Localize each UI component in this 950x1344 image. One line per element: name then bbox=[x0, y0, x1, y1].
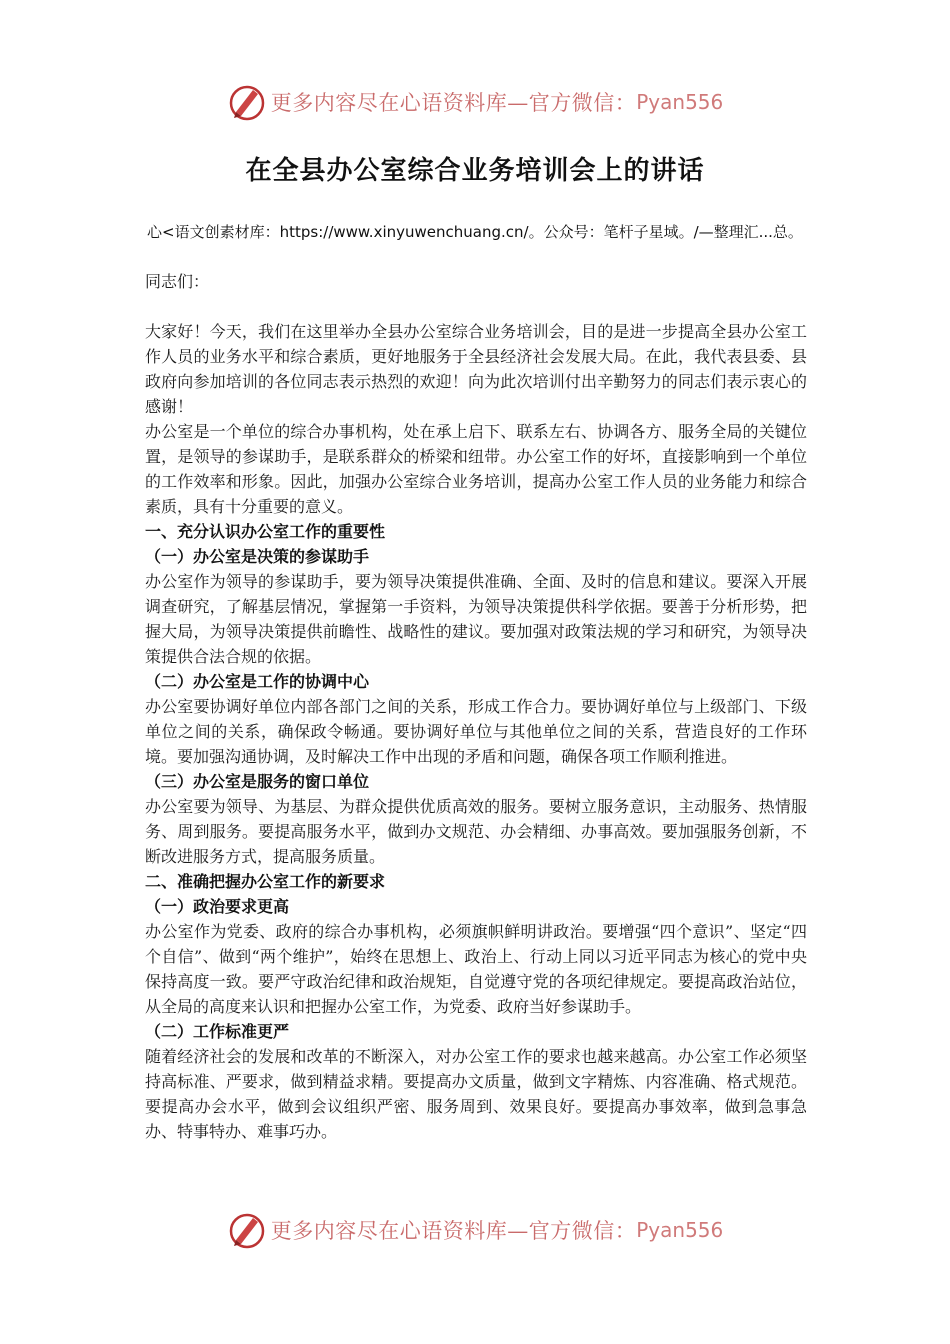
top-banner bbox=[0, 80, 950, 124]
subsection-text-2-2: 随着经济社会的发展和改革的不断深入，对办公室工作的要求也越来越高。办公室工作必须坚持高标准、严要求，做到精益求精。要提高办文质量，做到文字精炼、内容准确、格式规范。要提高办会水平，做到会议组织严密、服务周到、效果良好。要提高办事效率，做到急事急办、特事特办、难事巧办。 bbox=[145, 1047, 807, 1141]
banner-text: 更多内容尽在心语资料库—官方微信： bbox=[270, 1219, 637, 1243]
greeting: 同志们： bbox=[145, 272, 210, 291]
paragraph-gap bbox=[145, 294, 807, 319]
document-body bbox=[145, 269, 807, 1144]
subsection-heading-2-1: （一）政治要求更高 bbox=[145, 897, 290, 916]
subsection-text-1-1: 办公室作为领导的参谋助手，要为领导决策提供准确、全面、及时的信息和建议。要深入开展调查研究，了解基层情况，掌握第一手资料，为领导决策提供科学依据。要善于分析形势，把握大局，为领导决策提供前瞻性、战略性的建议。要加强对政策法规的学习和研究，为领导决策提供合法合规的依据。 bbox=[145, 572, 807, 666]
subsection-heading-2-2: （二）工作标准更严 bbox=[145, 1022, 290, 1041]
banner-text: 更多内容尽在心语资料库—官方微信： bbox=[270, 91, 637, 115]
subsection-text-1-2: 办公室要协调好单位内部各部门之间的关系，形成工作合力。要协调好单位与上级部门、下级单位之间的关系，确保政令畅通。要协调好单位与其他单位之间的关系，营造良好的工作环境。要加强沟通协调，及时解决工作中出现的矛盾和问题，确保各项工作顺利推进。 bbox=[145, 697, 807, 766]
source-note: 心<语文创素材库：https://www.xinyuwenchuang.cn/。公众号：笔杆子星域。/—整理汇...总。 bbox=[147, 223, 803, 241]
pen-logo-icon bbox=[227, 82, 267, 122]
banner-wechat-id: Pyan556 bbox=[636, 1218, 724, 1242]
bottom-banner bbox=[0, 1208, 950, 1252]
document-title: 在全县办公室综合业务培训会上的讲话 bbox=[245, 156, 705, 186]
banner-wechat-id: Pyan556 bbox=[636, 90, 724, 114]
section-heading-1: 一、充分认识办公室工作的重要性 bbox=[145, 522, 386, 541]
subsection-text-2-1: 办公室作为党委、政府的综合办事机构，必须旗帜鲜明讲政治。要增强“四个意识”、坚定“四个自信”、做到“两个维护”，始终在思想上、政治上、行动上同以习近平同志为核心的党中央保持高度一致。要严守政治纪律和政治规矩，自觉遵守党的各项纪律规定。要提高政治站位，从全局的高度来认识和把握办公室工作，为党委、政府当好参谋助手。 bbox=[145, 922, 807, 1016]
subsection-heading-1-2: （二）办公室是工作的协调中心 bbox=[145, 672, 370, 691]
subsection-heading-1-1: （一）办公室是决策的参谋助手 bbox=[145, 547, 370, 566]
intro-paragraph-1: 大家好！今天，我们在这里举办全县办公室综合业务培训会，目的是进一步提高全县办公室工作人员的业务水平和综合素质，更好地服务于全县经济社会发展大局。在此，我代表县委、县政府向参加培训的各位同志表示热烈的欢迎！向为此次培训付出辛勤努力的同志们表示衷心的感谢！ bbox=[145, 322, 807, 416]
section-heading-2: 二、准确把握办公室工作的新要求 bbox=[145, 872, 386, 891]
intro-paragraph-2: 办公室是一个单位的综合办事机构，处在承上启下、联系左右、协调各方、服务全局的关键位置，是领导的参谋助手，是联系群众的桥梁和纽带。办公室工作的好坏，直接影响到一个单位的工作效率和形象。因此，加强办公室综合业务培训，提高办公室工作人员的业务能力和综合素质，具有十分重要的意义。 bbox=[145, 422, 807, 516]
subsection-text-1-3: 办公室要为领导、为基层、为群众提供优质高效的服务。要树立服务意识，主动服务、热情服务、周到服务。要提高服务水平，做到办文规范、办会精细、办事高效。要加强服务创新，不断改进服务方式，提高服务质量。 bbox=[145, 797, 807, 866]
subsection-heading-1-3: （三）办公室是服务的窗口单位 bbox=[145, 772, 370, 791]
pen-logo-icon bbox=[227, 1210, 267, 1250]
